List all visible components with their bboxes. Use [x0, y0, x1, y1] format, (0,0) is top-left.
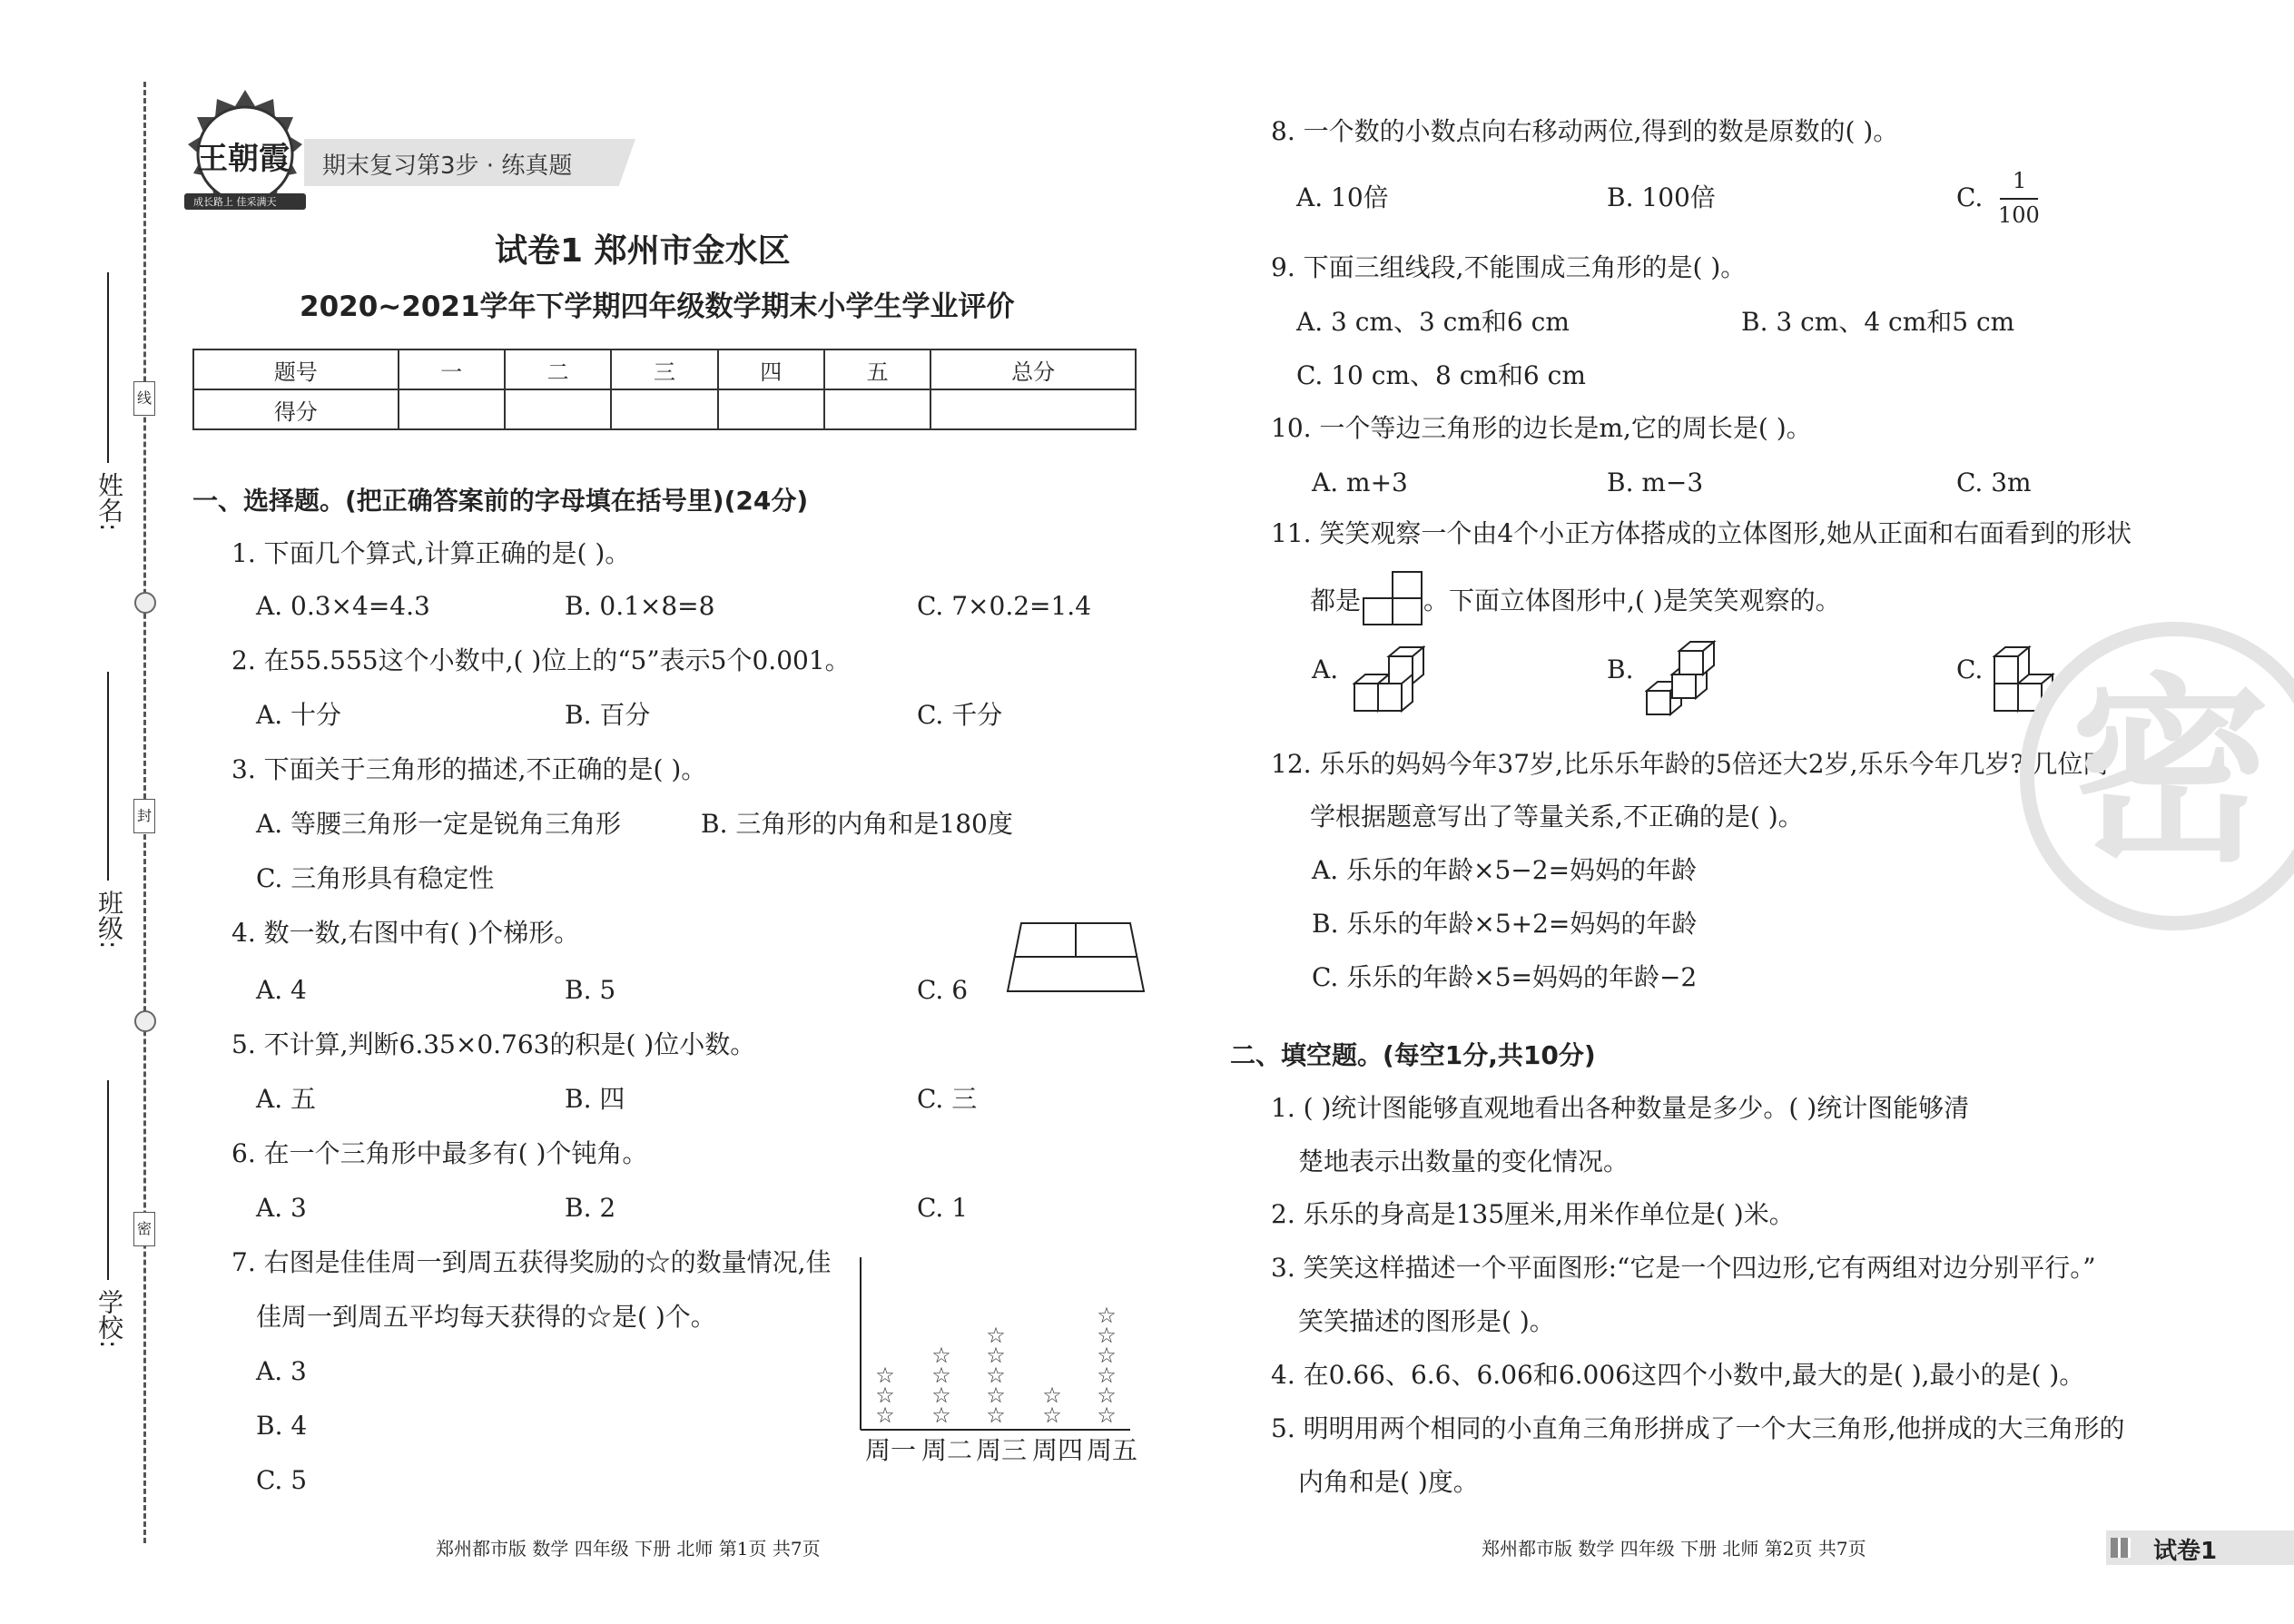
q12-option-a[interactable]: A. 乐乐的年龄×5−2=妈妈的年龄 [1312, 855, 1698, 885]
q7-option-a[interactable]: A. 3 [256, 1356, 307, 1386]
q2-option-c[interactable]: C. 千分 [917, 700, 1003, 730]
q2-option-a[interactable]: A. 十分 [256, 700, 342, 730]
brand-logo [177, 86, 313, 222]
q9-option-c[interactable]: C. 10 cm、8 cm和6 cm [1296, 360, 1586, 390]
q5-option-b[interactable]: B. 四 [565, 1084, 625, 1114]
q4-option-b[interactable]: B. 5 [565, 975, 616, 1005]
q8-stem: 8. 一个数的小数点向右移动两位,得到的数是原数的( )。 [1271, 116, 1899, 146]
name-underline [107, 272, 109, 463]
footer-right: 郑州都市版 数学 四年级 下册 北师 第2页 共7页 [1482, 1538, 1866, 1560]
name-label: 姓名: [94, 472, 124, 532]
q8-option-b[interactable]: B. 100倍 [1607, 182, 1716, 212]
score-table-header: 四 [718, 349, 824, 389]
q1-option-a[interactable]: A. 0.3×4=4.3 [256, 591, 430, 621]
footer-grid-icon [2111, 1538, 2131, 1558]
score-row-label: 得分 [193, 389, 399, 429]
q7-stem-line2: 佳周一到周五平均每天获得的☆是( )个。 [256, 1302, 716, 1332]
q11-stem-line1: 11. 笑笑观察一个由4个小正方体搭成的立体图形,她从正面和右面看到的形状 [1271, 518, 2132, 548]
q5-option-a[interactable]: A. 五 [256, 1084, 317, 1114]
score-table-header: 五 [824, 349, 930, 389]
banner-text: 期末复习第3步 · 练真题 [322, 153, 573, 180]
s2-q4: 4. 在0.66、6.6、6.06和6.006这四个小数中,最大的是( ),最小的是( )。 [1271, 1360, 2085, 1390]
star-chart-star: ☆ [1042, 1383, 1062, 1408]
score-cell[interactable] [611, 389, 717, 429]
star-chart-star: ☆ [1097, 1363, 1117, 1388]
q3-option-a[interactable]: A. 等腰三角形一定是锐角三角形 [256, 809, 622, 839]
q8-fraction-denominator: 100 [1998, 202, 2040, 228]
school-label: 学校: [94, 1289, 124, 1349]
q9-option-b[interactable]: B. 3 cm、4 cm和5 cm [1741, 307, 2015, 337]
q11-option-a[interactable]: A. [1312, 655, 1339, 684]
footer-tag: 试卷1 [2153, 1538, 2218, 1565]
trapezoid-figure [1003, 919, 1148, 996]
star-chart-x-labels [858, 1434, 1139, 1471]
star-chart [858, 1257, 1130, 1434]
score-cell[interactable] [930, 389, 1136, 429]
q6-option-b[interactable]: B. 2 [565, 1193, 616, 1223]
q3-option-c[interactable]: C. 三角形具有稳定性 [256, 863, 495, 893]
q8-option-c[interactable] [1956, 168, 2047, 231]
q2-option-b[interactable]: B. 百分 [565, 700, 651, 730]
paper-title: 试卷1 郑州市金水区 [495, 232, 791, 270]
logo-sub: 成长路上 佳采满天 [193, 196, 277, 208]
q4-option-a[interactable]: A. 4 [256, 975, 307, 1005]
q10-option-c[interactable]: C. 3m [1956, 468, 2032, 497]
star-chart-star: ☆ [986, 1323, 1006, 1348]
star-chart-star: ☆ [931, 1363, 951, 1388]
star-chart-star: ☆ [875, 1363, 895, 1388]
star-chart-star: ☆ [931, 1403, 951, 1428]
q10-stem: 10. 一个等边三角形的边长是m,它的周长是( )。 [1271, 413, 1812, 443]
q7-stem-line1: 7. 右图是佳佳周一到周五获得奖励的☆的数量情况,佳 [231, 1247, 832, 1277]
star-chart-star: ☆ [875, 1403, 895, 1428]
school-underline [107, 1080, 109, 1280]
q7-option-b[interactable]: B. 4 [256, 1411, 308, 1441]
s2-q1-line2: 楚地表示出数量的变化情况。 [1298, 1147, 1629, 1176]
q1-option-c[interactable]: C. 7×0.2=1.4 [917, 591, 1092, 621]
star-chart-star: ☆ [1097, 1403, 1117, 1428]
q11-solid-b [1645, 640, 1718, 717]
star-chart-svg [858, 1257, 1130, 1434]
q1-stem: 1. 下面几个算式,计算正确的是( )。 [231, 538, 631, 568]
q11-option-c[interactable]: C. [1956, 655, 1984, 684]
s2-q5-line2: 内角和是( )度。 [1298, 1467, 1479, 1497]
s2-q2: 2. 乐乐的身高是135厘米,用米作单位是( )米。 [1271, 1199, 1795, 1229]
q4-stem: 4. 数一数,右图中有( )个梯形。 [231, 918, 580, 948]
section1-heading: 一、选择题。(把正确答案前的字母填在括号里)(24分) [192, 486, 809, 516]
cut-mark-mi: 密 [133, 1212, 155, 1246]
binding-hole-1 [134, 592, 156, 614]
binding-hole-2 [134, 1010, 156, 1032]
q12-stem-line2: 学根据题意写出了等量关系,不正确的是( )。 [1310, 802, 1804, 832]
star-chart-x-label: 周五 [1087, 1435, 1138, 1465]
q12-option-c[interactable]: C. 乐乐的年龄×5=妈妈的年龄−2 [1312, 962, 1698, 992]
q3-stem: 3. 下面关于三角形的描述,不正确的是( )。 [231, 754, 707, 784]
q6-stem: 6. 在一个三角形中最多有( )个钝角。 [231, 1138, 648, 1168]
score-cell[interactable] [399, 389, 505, 429]
star-chart-star: ☆ [875, 1383, 895, 1408]
s2-q1-line1: 1. ( )统计图能够直观地看出各种数量是多少。( )统计图能够清 [1271, 1093, 1970, 1123]
q7-option-c[interactable]: C. 5 [256, 1465, 308, 1495]
star-chart-x-label: 周二 [921, 1435, 973, 1465]
q1-option-b[interactable]: B. 0.1×8=8 [565, 591, 715, 621]
q12-stem-line1: 12. 乐乐的妈妈今年37岁,比乐乐年龄的5倍还大2岁,乐乐今年几岁? 几位同 [1271, 749, 2109, 779]
score-table-header: 题号 [193, 349, 399, 389]
star-chart-star: ☆ [1097, 1323, 1117, 1348]
s2-q3-line1: 3. 笑笑这样描述一个平面图形:“它是一个四边形,它有两组对边分别平行。” [1271, 1253, 2096, 1283]
s2-q5-line1: 5. 明明用两个相同的小直角三角形拼成了一个大三角形,他拼成的大三角形的 [1271, 1413, 2125, 1443]
q8-option-c-label: C. [1956, 182, 1984, 212]
q11-view-shape [1362, 570, 1423, 626]
star-chart-star: ☆ [1042, 1403, 1062, 1428]
star-chart-star: ☆ [1097, 1383, 1117, 1408]
q8-fraction-numerator: 1 [2013, 168, 2027, 193]
seal-character: 密 [2071, 656, 2271, 889]
cut-mark-feng: 封 [133, 799, 155, 833]
section2-heading: 二、填空题。(每空1分,共10分) [1230, 1040, 1596, 1070]
q6-option-c[interactable]: C. 1 [917, 1193, 969, 1223]
class-label: 班级: [94, 890, 124, 950]
star-chart-star: ☆ [931, 1343, 951, 1368]
q6-option-a[interactable]: A. 3 [256, 1193, 307, 1223]
q5-option-c[interactable]: C. 三 [917, 1084, 978, 1114]
class-underline [107, 672, 109, 881]
q12-option-b[interactable]: B. 乐乐的年龄×5+2=妈妈的年龄 [1312, 909, 1698, 939]
score-table-header: 一 [399, 349, 505, 389]
q11-solid-a [1353, 640, 1425, 717]
star-chart-star: ☆ [931, 1383, 951, 1408]
q9-option-a[interactable]: A. 3 cm、3 cm和6 cm [1296, 307, 1570, 337]
score-table-header: 二 [505, 349, 611, 389]
score-table [192, 349, 1137, 430]
star-chart-star: ☆ [986, 1363, 1006, 1388]
score-table-score-row [193, 389, 1136, 429]
logo-text: 王朝霞 [197, 141, 290, 177]
cut-mark-xian: 线 [133, 381, 155, 416]
s2-q3-line2: 笑笑描述的图形是( )。 [1298, 1306, 1555, 1336]
q11-stem-line2a: 都是 [1310, 586, 1362, 615]
score-cell[interactable] [505, 389, 611, 429]
q10-option-b[interactable]: B. m−3 [1607, 468, 1704, 497]
q5-stem: 5. 不计算,判断6.35×0.763的积是( )位小数。 [231, 1029, 756, 1059]
star-chart-x-label: 周一 [865, 1435, 917, 1465]
q10-option-a[interactable]: A. m+3 [1312, 468, 1408, 497]
q8-fraction-bar [2000, 198, 2038, 200]
score-table-header: 三 [611, 349, 717, 389]
star-chart-star: ☆ [1097, 1303, 1117, 1328]
q3-option-b[interactable]: B. 三角形的内角和是180度 [701, 809, 1013, 839]
score-cell[interactable] [718, 389, 824, 429]
star-chart-star: ☆ [986, 1343, 1006, 1368]
star-chart-star: ☆ [986, 1383, 1006, 1408]
footer-left: 郑州都市版 数学 四年级 下册 北师 第1页 共7页 [436, 1538, 821, 1560]
q11-option-b[interactable]: B. [1607, 655, 1634, 684]
star-chart-x-label: 周四 [1032, 1435, 1084, 1465]
star-chart-star: ☆ [986, 1403, 1006, 1428]
paper-subtitle: 2020~2021学年下学期四年级数学期末小学生学业评价 [300, 290, 1015, 323]
q2-stem: 2. 在55.555这个小数中,( )位上的“5”表示5个0.001。 [231, 645, 851, 675]
score-table-header-row [193, 349, 1136, 389]
q9-stem: 9. 下面三组线段,不能围成三角形的是( )。 [1271, 252, 1747, 282]
star-chart-star: ☆ [1097, 1343, 1117, 1368]
star-chart-x-label: 周三 [976, 1435, 1028, 1465]
q11-stem-line2b: 。下面立体图形中,( )是笑笑观察的。 [1423, 586, 1841, 615]
q8-option-a[interactable]: A. 10倍 [1296, 182, 1389, 212]
q4-option-c[interactable]: C. 6 [917, 975, 969, 1005]
score-cell[interactable] [824, 389, 930, 429]
score-table-header: 总分 [930, 349, 1136, 389]
